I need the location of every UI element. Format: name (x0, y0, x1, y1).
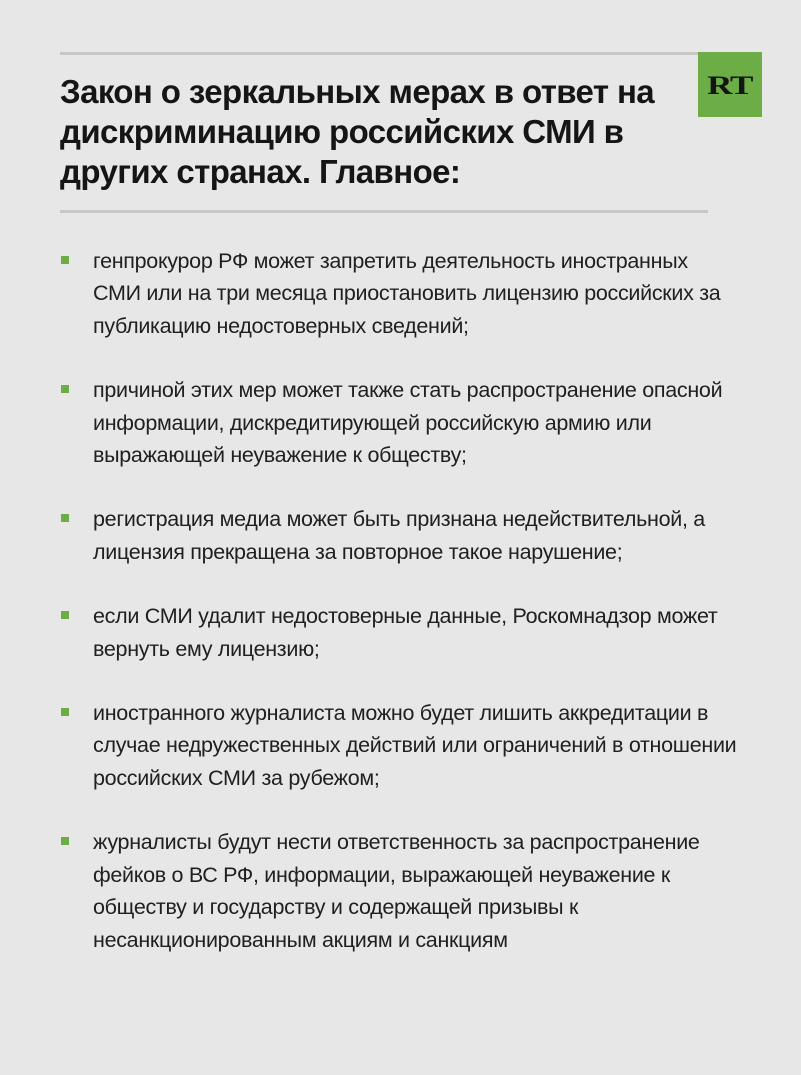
list-item (60, 245, 740, 342)
key-points-list (60, 245, 740, 988)
list-item-text: журналисты будут нести ответственность за распространение фейков о ВС РФ, информации, выражающей неуважение к обществу и государству и содержащей призывы к несанкционированным акциям и санкциям (93, 830, 700, 952)
list-item (60, 503, 740, 568)
list-item-text: регистрация медиа может быть признана недействительной, а лицензия прекращена за повторное такое нарушение; (93, 507, 705, 564)
square-bullet-icon (61, 514, 69, 522)
list-item-text: причиной этих мер может также стать распространение опасной информации, дискредитирующей российскую армию или выражающей неуважение к обществу; (93, 378, 723, 468)
list-item (60, 600, 740, 665)
list-item-text: если СМИ удалит недостоверные данные, Роскомнадзор может вернуть ему лицензию; (93, 604, 718, 661)
title-divider (60, 210, 708, 213)
square-bullet-icon (61, 708, 69, 716)
square-bullet-icon (61, 385, 69, 393)
list-item-text: иностранного журналиста можно будет лишить аккредитации в случае недружественных действий или ограничений в отношении российских СМИ за рубежом; (93, 701, 737, 790)
list-item-text: генпрокурор РФ может запретить деятельность иностранных СМИ или на три месяца приостановить лицензию российских за публикацию недостоверных сведений; (93, 249, 721, 338)
square-bullet-icon (61, 837, 69, 845)
list-item (60, 374, 740, 471)
top-divider (60, 52, 700, 55)
list-item (60, 826, 740, 956)
rt-logo-text: RT (707, 70, 753, 100)
square-bullet-icon (61, 611, 69, 619)
page-title: Закон о зеркальных мерах в ответ на дискриминацию российских СМИ в других странах. Главное: (60, 73, 655, 190)
rt-logo (698, 52, 762, 117)
square-bullet-icon (61, 256, 69, 264)
list-item (60, 697, 740, 794)
